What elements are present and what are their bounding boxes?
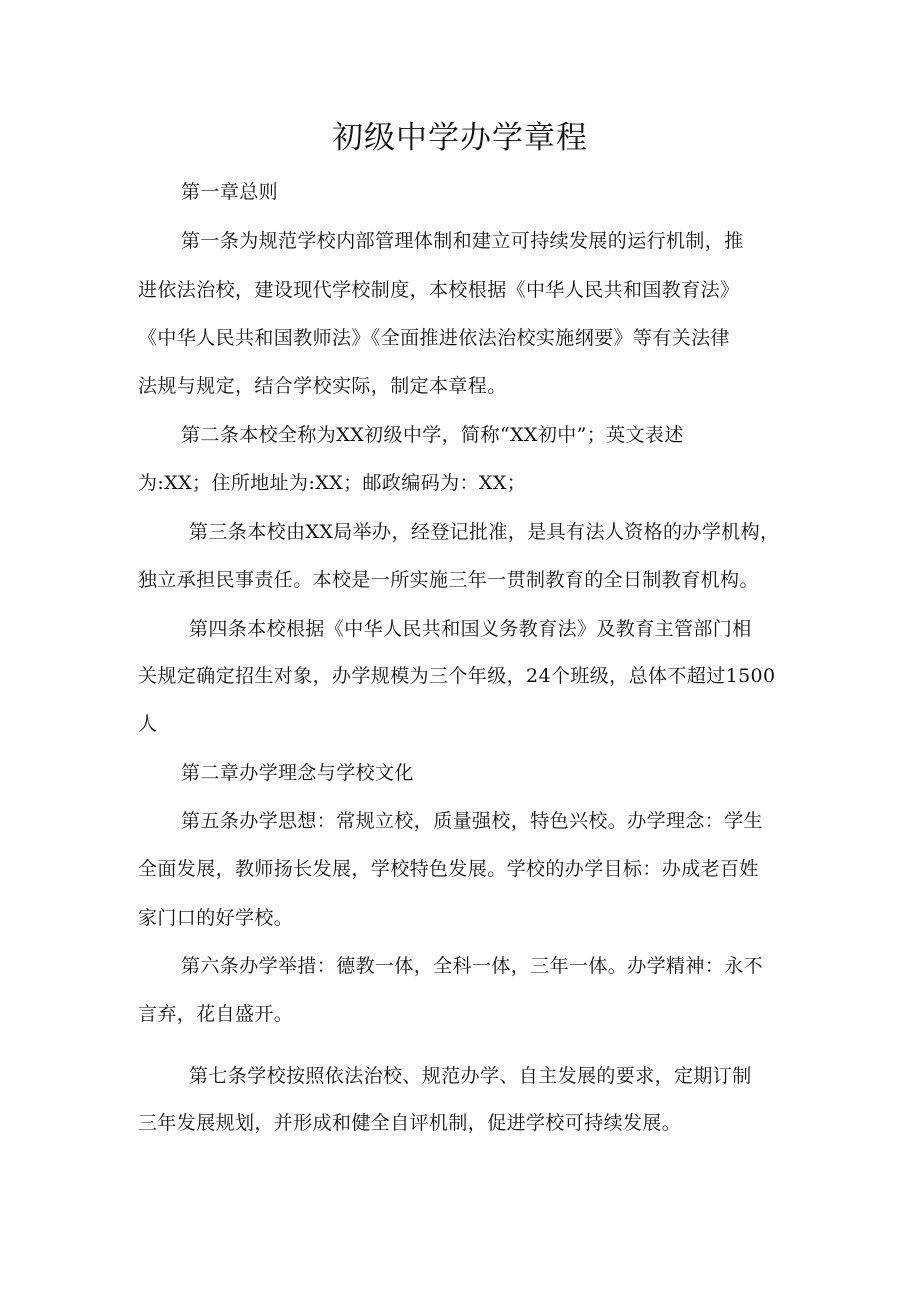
article-4-line-3: 人	[138, 713, 158, 735]
article-5-line-1: 第五条办学思想：常规立校，质量强校，特色兴校。办学理念：学生	[181, 810, 764, 832]
article-2-line-1: 第二条本校全称为XX初级中学，简称“XX初中”；英文表述	[181, 424, 684, 446]
article-1-line-2: 进依法治校，建设现代学校制度，本校根据《中华人民共和国教育法》	[138, 279, 740, 301]
article-1-line-1: 第一条为规范学校内部管理体制和建立可持续发展的运行机制，推	[181, 230, 744, 252]
article-4-line-2: 关规定确定招生对象，办学规模为三个年级，24个班级，总体不超过1500	[138, 665, 776, 687]
article-5-line-3: 家门口的好学校。	[138, 907, 294, 929]
article-5-line-2: 全面发展，教师扬长发展，学校特色发展。学校的办学目标：办成老百姓	[138, 858, 759, 880]
article-6-line-2: 言弃，花自盛开。	[138, 1003, 294, 1025]
chapter-1-heading: 第一章总则	[181, 181, 279, 203]
article-4-line-1: 第四条本校根据《中华人民共和国义务教育法》及教育主管部门相	[189, 618, 752, 640]
article-1-line-3: 《中华人民共和国教师法》《全面推进依法治校实施纲要》等有关法律	[138, 327, 730, 349]
chapter-2-heading: 第二章办学理念与学校文化	[181, 762, 414, 784]
article-2-line-2: 为:XX；住所地址为:XX；邮政编码为：XX；	[138, 472, 527, 494]
article-6-line-1: 第六条办学举措：德教一体，全科一体，三年一体。办学精神：永不	[181, 955, 764, 977]
article-7-line-1: 第七条学校按照依法治校、规范办学、自主发展的要求，定期订制	[189, 1065, 752, 1087]
article-1-line-4: 法规与规定，结合学校实际，制定本章程。	[138, 375, 507, 397]
article-3-line-1: 第三条本校由XX局举办，经登记批准，是具有法人资格的办学机构，	[189, 521, 780, 543]
article-7-line-2: 三年发展规划，并形成和健全自评机制，促进学校可持续发展。	[138, 1112, 682, 1134]
document-title: 初级中学办学章程	[332, 120, 588, 156]
article-3-line-2: 独立承担民事责任。本校是一所实施三年一贯制教育的全日制教育机构。	[138, 569, 759, 591]
